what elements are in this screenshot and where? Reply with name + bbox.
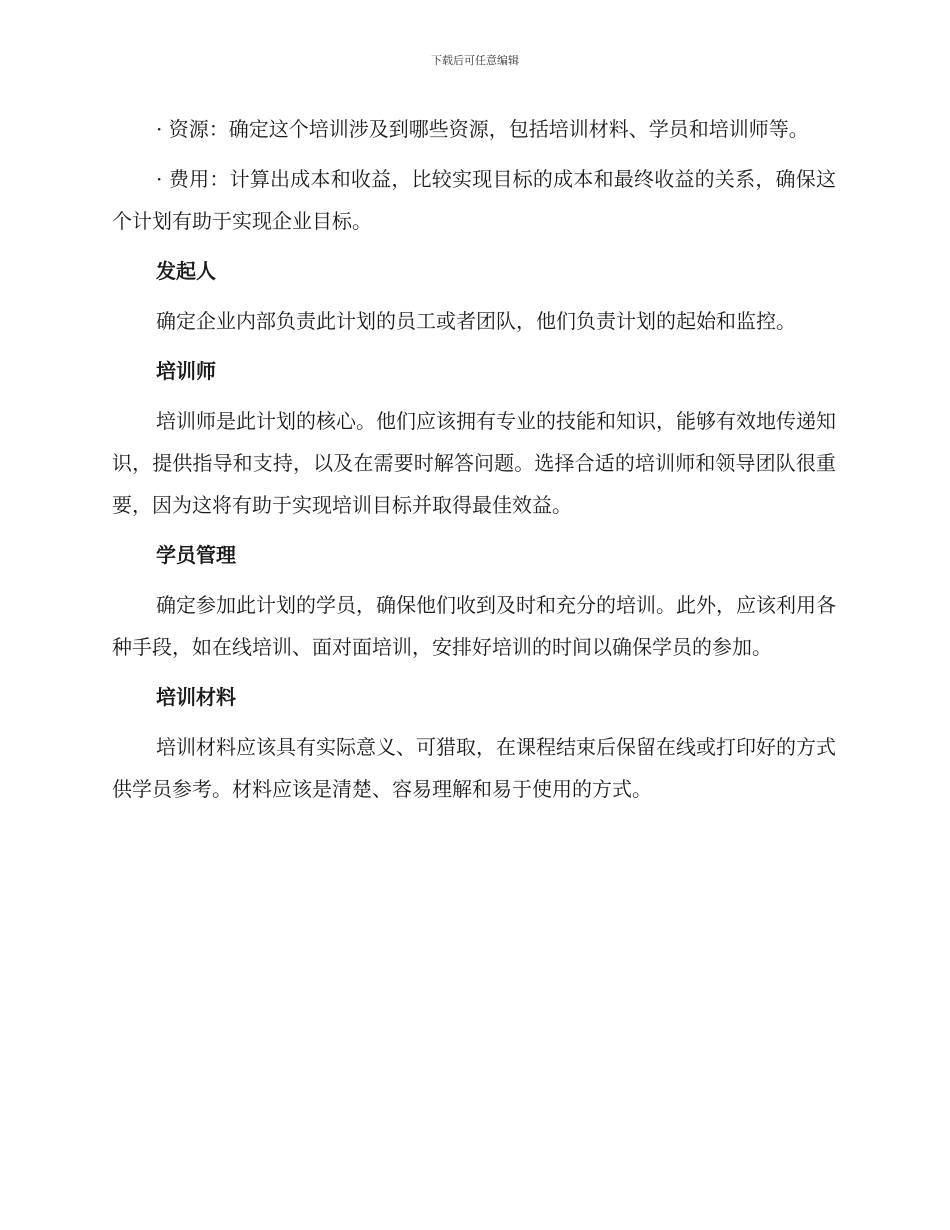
materials-paragraph: 培训材料应该具有实际意义、可猎取，在课程结束后保留在线或打印好的方式供学员参考。材料应该是清楚、容易理解和易于使用的方式。 — [112, 735, 836, 801]
materials-heading: 培训材料 — [156, 685, 236, 709]
trainer-paragraph: 培训师是此计划的核心。他们应该拥有专业的技能和知识，能够有效地传递知识，提供指导和支持，以及在需要时解答问题。选择合适的培训师和领导团队很重要，因为这将有助于实现培训目标并取得最佳效益。 — [112, 409, 836, 517]
resources-paragraph: · 资源：确定这个培训涉及到哪些资源，包括培训材料、学员和培训师等。 — [156, 117, 809, 141]
cost-paragraph: · 费用：计算出成本和收益，比较实现目标的成本和最终收益的关系，确保这个计划有助于实现企业目标。 — [112, 167, 836, 233]
sponsor-paragraph: 确定企业内部负责此计划的员工或者团队，他们负责计划的起始和监控。 — [156, 309, 796, 333]
page-header: 下载后可任意编辑 — [431, 54, 519, 67]
students-heading: 学员管理 — [156, 543, 236, 567]
document-body — [112, 108, 836, 810]
trainer-heading: 培训师 — [156, 359, 216, 383]
sponsor-heading: 发起人 — [156, 259, 216, 283]
students-paragraph: 确定参加此计划的学员，确保他们收到及时和充分的培训。此外，应该利用各种手段，如在线培训、面对面培训，安排好培训的时间以确保学员的参加。 — [112, 593, 836, 659]
